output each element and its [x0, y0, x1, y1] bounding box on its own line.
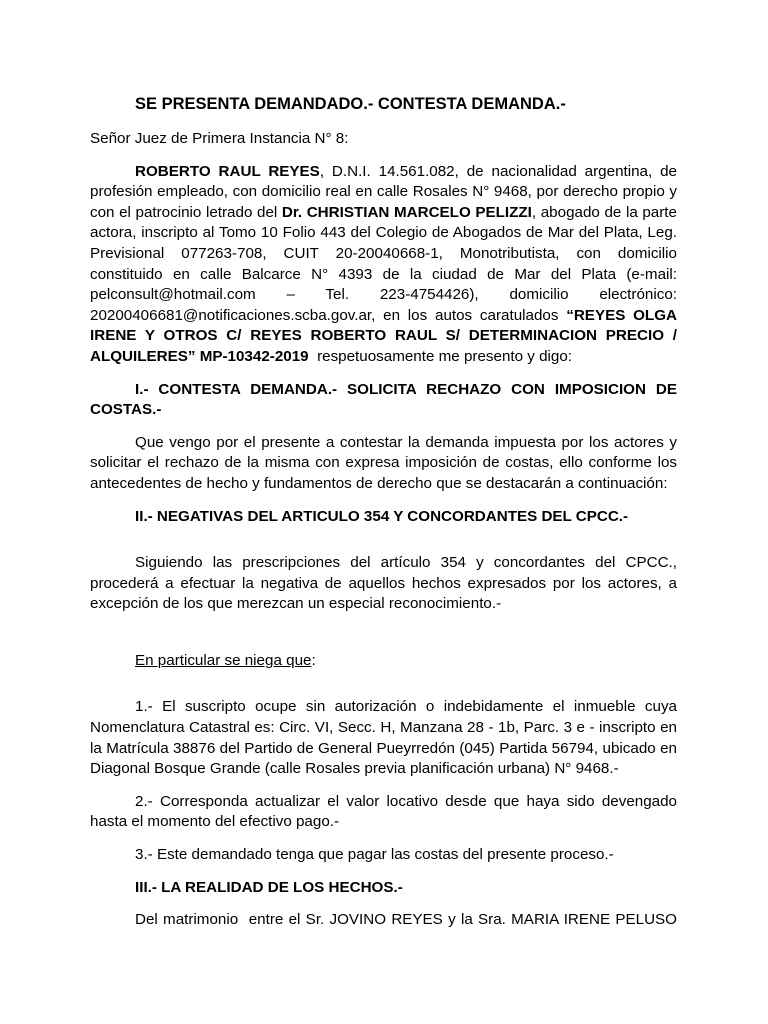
- document-page: [90, 93, 677, 943]
- intro-text-2: , abogado de la parte actora, inscripto al Tomo 10 Folio 443 del Colegio de Abogados de Mar del Plata, Leg. Previsional 077263-708, CUIT 20-20040668-1, Monotributista, con domicilio constituido en calle Balcarce N° 4393 de la ciudad de Mar del Plata (e-mail: pelconsult@hotmail.com – Tel. 223-4754426), domicilio electrónico: 20200406681@notificaciones.scba.gov.ar, en los autos caratulados: [90, 203, 677, 324]
- intro-paragraph: [90, 162, 677, 368]
- section-3-body: Del matrimonio entre el Sr. JOVINO REYES y la Sra. MARIA IRENE PELUSO: [135, 911, 677, 929]
- intro-text-3: respetuosamente me presento y digo:: [308, 347, 573, 365]
- denial-item-1: 1.- El suscripto ocupe sin autorización o indebidamente el inmueble cuya Nomenclatura Catastral es: Circ. VI, Secc. H, Manzana 28 - 1b, Parc. 3 e - inscripto en la Matrícula 38876 del Partido de General Pueyrredón (045) Partida 56794, ubicado en Diagonal Bosque Grande (calle Rosales previa planificación urbana) N° 9468.-: [90, 698, 677, 778]
- denial-intro: [90, 651, 677, 672]
- denial-label: En particular se niega que: [135, 651, 312, 669]
- denial-colon: :: [311, 651, 316, 669]
- salutation: Señor Juez de Primera Instancia N° 8:: [90, 130, 349, 147]
- section-2-heading: II.- NEGATIVAS DEL ARTICULO 354 Y CONCORDANTES DEL CPCC.-: [135, 507, 629, 525]
- lawyer-name: Dr. CHRISTIAN MARCELO PELIZZI: [281, 203, 532, 221]
- section-2-body: Siguiendo las prescripciones del artículo 354 y concordantes del CPCC., procederá a efectuar la negativa de aquellos hechos expresados por los actores, a excepción de los que merezcan un especial reconocimiento.-: [90, 554, 677, 613]
- denial-item-2: 2.- Corresponda actualizar el valor locativo desde que haya sido devengado hasta el momento del efectivo pago.-: [90, 792, 677, 831]
- section-1-heading: I.- CONTESTA DEMANDA.- SOLICITA RECHAZO CON IMPOSICION DE COSTAS.-: [90, 380, 677, 419]
- denial-item-3: 3.- Este demandado tenga que pagar las costas del presente proceso.-: [135, 846, 614, 864]
- defendant-name: ROBERTO RAUL REYES: [135, 162, 320, 180]
- document-title: SE PRESENTA DEMANDADO.- CONTESTA DEMANDA.-: [135, 95, 566, 113]
- section-3-heading: III.- LA REALIDAD DE LOS HECHOS.-: [135, 878, 403, 896]
- case-title: “REYES OLGA IRENE Y OTROS C/ REYES ROBERTO RAUL S/ DETERMINACION PRECIO / ALQUILERES” MP-10342-2019: [90, 306, 677, 365]
- intro-text-1: , D.N.I. 14.561.082, de nacionalidad argentina, de profesión empleado, con domicilio real en calle Rosales N° 9468, por derecho propio y con el patrocinio letrado del: [90, 162, 677, 221]
- section-1-body: Que vengo por el presente a contestar la demanda impuesta por los actores y solicitar el rechazo de la misma con expresa imposición de costas, ello conforme los antecedentes de hecho y fundamentos de derecho que se destacarán a continuación:: [90, 433, 677, 492]
